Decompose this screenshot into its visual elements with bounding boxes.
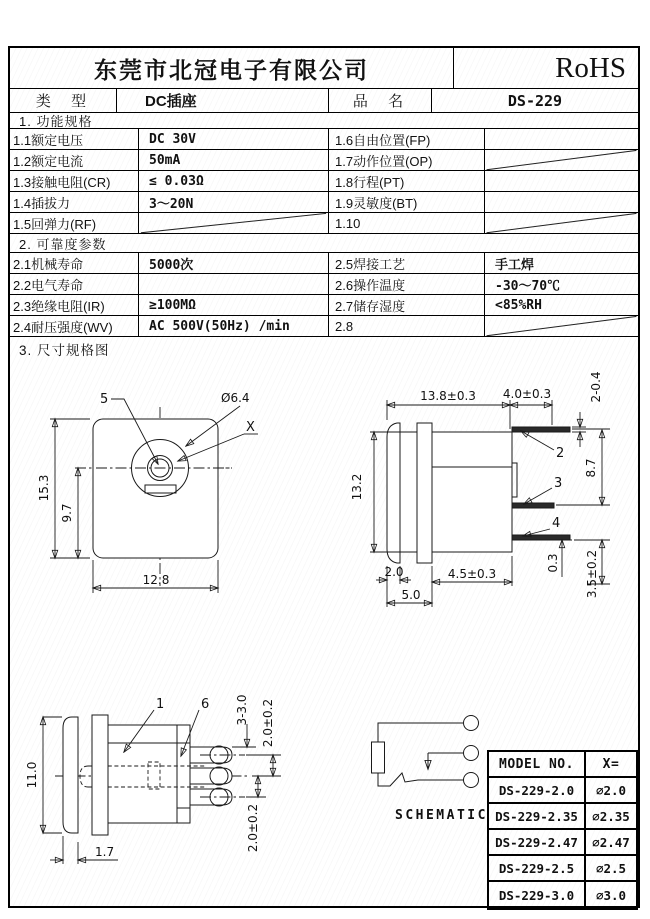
spec-value-empty-cell	[485, 129, 638, 149]
spec-label: 1.6自由位置(FP)	[329, 129, 485, 149]
spec-label: 2.5焊接工艺	[329, 253, 485, 273]
model-no: DS-229-2.47	[489, 830, 586, 854]
spec-label: 1.3接触电阻(CR)	[10, 171, 139, 191]
side-length-dim: 13.8±0.3	[420, 389, 476, 403]
spec-row	[10, 253, 638, 274]
model-table-row	[489, 856, 636, 882]
spec-label: 2.1机械寿命	[10, 253, 139, 273]
spec-label: 2.4耐压强度(WV)	[10, 316, 139, 336]
model-no: DS-229-2.5	[489, 856, 586, 880]
side-body-dim: 4.5±0.3	[447, 567, 497, 581]
top-part1-label: 1	[156, 697, 165, 712]
side-pin-length-dim: 4.0±0.3	[502, 387, 552, 401]
spec-value-na-cell	[139, 213, 329, 233]
side-view-drawing	[350, 371, 610, 607]
schematic-drawing	[372, 716, 479, 788]
model-table-row	[489, 830, 636, 856]
na-diagonal-line	[139, 213, 328, 233]
type-label: 类 型	[10, 89, 117, 112]
model-table-header	[489, 752, 636, 778]
front-x-label: X	[246, 420, 255, 435]
spec-row	[10, 150, 638, 171]
document-frame	[8, 46, 640, 908]
top-flange-dim: 1.7	[95, 845, 115, 859]
side-flange-dim: 2.0	[384, 565, 404, 579]
spec-value-empty-cell	[485, 171, 638, 191]
model-no: DS-229-2.0	[489, 778, 586, 802]
spec-value-empty-cell	[485, 192, 638, 212]
spec-row	[10, 192, 638, 213]
front-center-dim: 9.7	[60, 503, 74, 523]
x-value: ∅3.0	[595, 887, 627, 903]
x-col-header: X=	[602, 756, 620, 772]
front-width-dim: 12.8	[142, 573, 170, 587]
spec-value: ≥100MΩ	[139, 295, 329, 315]
spec-row	[10, 129, 638, 150]
front-view-drawing	[37, 391, 258, 593]
x-value: ∅2.5	[595, 860, 627, 876]
spec-label: 1.2额定电流	[10, 150, 139, 170]
product-name-label: 品 名	[329, 89, 432, 112]
model-no: DS-229-3.0	[489, 882, 586, 908]
side-pin2-label: 2	[556, 446, 565, 461]
spec-row	[10, 171, 638, 192]
side-p4-offset-dim: 3.5±0.2	[585, 549, 599, 599]
spec-label: 2.2电气寿命	[10, 274, 139, 294]
front-part5-label: 5	[100, 392, 109, 407]
spec-label: 1.1额定电压	[10, 129, 139, 149]
x-value: ∅2.35	[592, 808, 630, 824]
spec-label: 1.7动作位置(OP)	[329, 150, 485, 170]
spec-value: DC 30V	[139, 129, 329, 149]
x-value: ∅2.47	[592, 834, 630, 850]
model-table-row	[489, 882, 636, 908]
x-value: ∅2.0	[595, 782, 627, 798]
dimension-drawings-area	[10, 360, 638, 906]
side-pin-thick-dim: 2-0.4	[589, 371, 603, 403]
spec-value-na-cell	[485, 213, 638, 233]
model-no: DS-229-2.35	[489, 804, 586, 828]
spec-value: -30～70℃	[495, 278, 561, 294]
model-table-row	[489, 778, 636, 804]
company-name: 东莞市北冠电子有限公司	[10, 48, 454, 88]
top-holes-dim: 3-3.0	[235, 694, 249, 726]
top-height-dim: 11.0	[25, 761, 39, 789]
side-plate-dim: 5.0	[401, 588, 421, 602]
type-value: DC插座	[117, 89, 329, 112]
spec-value-na-cell	[485, 150, 638, 170]
spec-label: 1.5回弹力(RF)	[10, 213, 139, 233]
side-pin4-label: 4	[552, 516, 561, 531]
spec-row	[10, 213, 638, 234]
spec-value: 3～20N	[139, 192, 329, 212]
rohs-mark: RoHS	[555, 51, 626, 84]
front-height-dim: 15.3	[37, 474, 51, 502]
schematic-caption: SCHEMATIC	[395, 808, 488, 823]
spec-value: 50mA	[139, 150, 329, 170]
spec-value: AC 500V(50Hz) /min	[139, 316, 329, 336]
spec-label: 1.10	[329, 213, 485, 233]
spec-label: 2.8	[329, 316, 485, 336]
spec-row	[10, 316, 638, 337]
section3-title: 3. 尺寸规格图	[19, 342, 110, 358]
spec-label: 1.9灵敏度(BT)	[329, 192, 485, 212]
spec-label: 2.3绝缘电阻(IR)	[10, 295, 139, 315]
model-col-header: MODEL NO.	[489, 752, 586, 776]
side-pin-span-dim: 8.7	[584, 458, 598, 478]
spec-label: 1.4插拔力	[10, 192, 139, 212]
product-name-value: DS-229	[507, 91, 563, 110]
side-pin3-label: 3	[554, 476, 563, 491]
na-diagonal-line	[485, 316, 638, 336]
top-pitch-b-dim: 2.0±0.2	[246, 803, 260, 853]
top-part6-label: 6	[201, 697, 210, 712]
side-height-dim: 13.2	[350, 473, 364, 501]
spec-value-na-cell	[485, 316, 638, 336]
na-diagonal-line	[485, 150, 638, 170]
na-diagonal-line	[485, 213, 638, 233]
spec-label: 2.6操作温度	[329, 274, 485, 294]
model-table-row	[489, 804, 636, 830]
spec-value: <85%RH	[495, 297, 542, 313]
side-p4-thick-dim: 0.3	[546, 553, 560, 573]
section2-title: 2. 可靠度参数	[10, 234, 638, 253]
spec-value: ≤ 0.03Ω	[139, 171, 329, 191]
spec-label: 1.8行程(PT)	[329, 171, 485, 191]
spec-value: 手工焊	[495, 257, 535, 273]
spec-row	[10, 274, 638, 295]
spec-row	[10, 295, 638, 316]
spec-value-empty-cell	[139, 274, 329, 294]
section1-title: 1. 功能规格	[10, 113, 638, 129]
front-diameter-label: Ø6.4	[221, 391, 250, 405]
type-row	[10, 89, 638, 113]
model-number-table	[487, 750, 638, 910]
top-view-drawing	[25, 694, 281, 864]
top-pitch-a-dim: 2.0±0.2	[261, 698, 275, 748]
spec-value: 5000次	[139, 253, 329, 273]
spec-label: 2.7储存湿度	[329, 295, 485, 315]
header-row	[10, 48, 638, 89]
